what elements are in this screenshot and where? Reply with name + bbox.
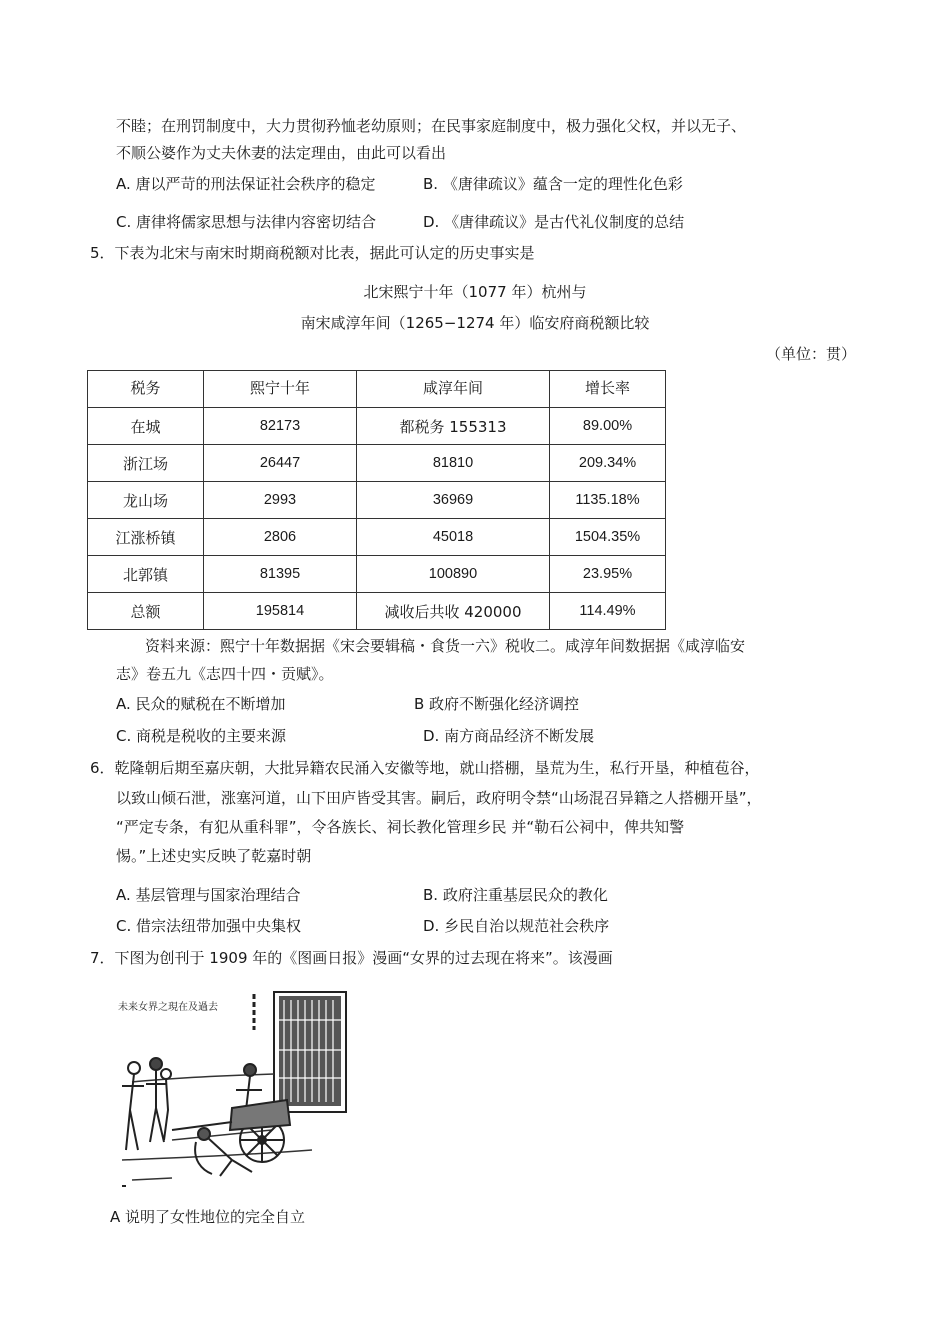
table-cell: 195814 <box>204 593 357 630</box>
table-cell: 浙江场 <box>88 445 204 482</box>
cartoon-illustration <box>112 990 354 1192</box>
table-cell: 81810 <box>357 445 550 482</box>
q6-option-c: C. 借宗法纽带加强中央集权 <box>116 917 302 935</box>
q6-option-a: A. 基层管理与国家治理结合 <box>116 886 301 904</box>
table-cell: 2806 <box>204 519 357 556</box>
q6-option-b: B. 政府注重基层民众的教化 <box>423 886 608 904</box>
cartoon-drawing <box>112 990 354 1192</box>
q6-stem-line4: 惕。”上述史实反映了乾嘉时朝 <box>116 847 312 865</box>
q4-stem-line1: 不睦；在刑罚制度中，大力贯彻矜恤老幼原则；在民事家庭制度中，极力强化父权，并以无子、 <box>116 117 747 135</box>
table-row <box>88 408 666 445</box>
q5-table-title-line1: 北宋熙宁十年（1077 年）杭州与 <box>363 283 587 301</box>
q5-option-a: A. 民众的赋税在不断增加 <box>116 695 286 713</box>
table-cell: 209.34% <box>550 445 666 482</box>
table-cell: 26447 <box>204 445 357 482</box>
q5-option-d: D. 南方商品经济不断发展 <box>423 727 595 745</box>
q4-option-d: D. 《唐律疏议》是古代礼仪制度的总结 <box>423 213 685 231</box>
table-cell: 总额 <box>88 593 204 630</box>
table-cell: 都税务 155313 <box>357 408 550 445</box>
table-header-cell: 增长率 <box>550 371 666 408</box>
q4-option-b: B. 《唐律疏议》蕴含一定的理性化色彩 <box>423 175 683 193</box>
q7-option-a: A 说明了女性地位的完全自立 <box>110 1208 306 1226</box>
q4-option-c: C. 唐律将儒家思想与法律内容密切结合 <box>116 213 377 231</box>
table-cell: 36969 <box>357 482 550 519</box>
q6-option-d: D. 乡民自治以规范社会秩序 <box>423 917 610 935</box>
table-row <box>88 556 666 593</box>
q7-stem: 7．下图为创刊于 1909 年的《图画日报》漫画“女界的过去现在将来”。该漫画 <box>90 949 613 967</box>
table-cell: 81395 <box>204 556 357 593</box>
table-header-cell: 咸淳年间 <box>357 371 550 408</box>
q5-source-line1: 资料来源：熙宁十年数据据《宋会要辑稿・食货一六》税收二。咸淳年间数据据《咸淳临安 <box>145 637 746 655</box>
cartoon-caption: 未来女界之現在及過去 <box>118 1002 218 1013</box>
tax-comparison-table <box>87 370 666 630</box>
q6-stem-line2: 以致山倾石泄，涨塞河道，山下田庐皆受其害。嗣后，政府明令禁“山场混召异籍之人搭棚开垦”， <box>116 789 762 807</box>
table-row <box>88 445 666 482</box>
q5-option-b: B 政府不断强化经济调控 <box>414 695 580 713</box>
table-header-cell: 熙宁十年 <box>204 371 357 408</box>
table-cell: 100890 <box>357 556 550 593</box>
q4-stem-line2: 不顺公婆作为丈夫休妻的法定理由，由此可以看出 <box>116 144 447 162</box>
q5-unit-note: （单位：贯） <box>766 345 857 363</box>
table-row <box>88 593 666 630</box>
q6-stem-line1: 6．乾隆朝后期至嘉庆朝，大批异籍农民涌入安徽等地，就山搭棚，垦荒为生，私行开垦，种植苞谷， <box>90 759 760 777</box>
q4-option-a: A. 唐以严苛的刑法保证社会秩序的稳定 <box>116 175 376 193</box>
table-cell: 龙山场 <box>88 482 204 519</box>
q5-stem: 5．下表为北宋与南宋时期商税额对比表，据此可认定的历史事实是 <box>90 244 535 262</box>
table-cell: 减收后共收 420000 <box>357 593 550 630</box>
table-cell: 在城 <box>88 408 204 445</box>
table-row <box>88 482 666 519</box>
table-cell: 1504.35% <box>550 519 666 556</box>
table-cell: 89.00% <box>550 408 666 445</box>
table-cell: 1135.18% <box>550 482 666 519</box>
table-cell: 82173 <box>204 408 357 445</box>
table-cell: 江涨桥镇 <box>88 519 204 556</box>
q5-source-line2: 志》卷五九《志四十四・贡赋》。 <box>116 665 334 683</box>
table-cell: 114.49% <box>550 593 666 630</box>
q6-stem-line3: “严定专条，有犯从重科罪”，令各族长、祠长教化管理乡民 并“勒石公祠中，俾共知警 <box>116 818 685 836</box>
table-cell: 23.95% <box>550 556 666 593</box>
table-header-row <box>88 371 666 408</box>
table-header-cell: 税务 <box>88 371 204 408</box>
table-cell: 北郭镇 <box>88 556 204 593</box>
q5-option-c: C. 商税是税收的主要来源 <box>116 727 287 745</box>
table-cell: 2993 <box>204 482 357 519</box>
q5-table-title-line2: 南宋咸淳年间（1265−1274 年）临安府商税额比较 <box>300 314 650 332</box>
table-cell: 45018 <box>357 519 550 556</box>
table-row <box>88 519 666 556</box>
